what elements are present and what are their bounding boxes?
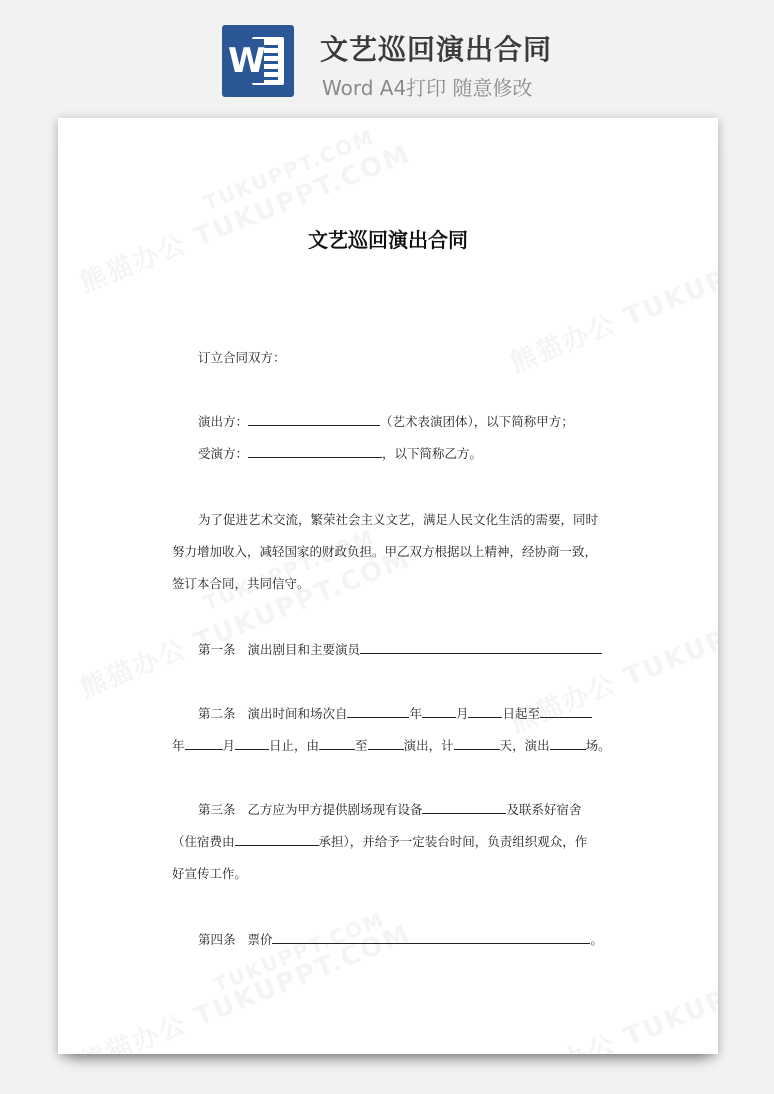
lodging-payer-blank[interactable] xyxy=(235,834,319,846)
end-month-blank[interactable] xyxy=(235,738,269,750)
word-icon xyxy=(222,25,294,97)
preamble-line: 签订本合同，共同信守。 xyxy=(172,576,310,591)
article-4: 第四条 票价 。 xyxy=(198,932,603,947)
days-blank[interactable] xyxy=(454,738,500,750)
article-2: 第二条 演出时间和场次自 年 月 日起至 xyxy=(198,706,592,722)
performer-line: 演出方： （艺术表演团体），以下简称甲方； xyxy=(198,414,574,429)
watermark xyxy=(74,133,416,300)
host-line: 受演方： ，以下简称乙方。 xyxy=(198,446,483,461)
shows-blank[interactable] xyxy=(550,738,586,750)
ticket-price-blank[interactable] xyxy=(272,932,590,944)
watermark xyxy=(210,907,388,998)
preamble-line: 为了促进艺术交流，繁荣社会主义文艺，满足人民文化生活的需要，同时 xyxy=(198,512,599,527)
preamble-line: 努力增加收入，减轻国家的财政负担。甲乙双方根据以上精神，经协商一致， xyxy=(172,544,598,559)
document-title: 文艺巡回演出合同 xyxy=(308,228,468,252)
from-place-blank[interactable] xyxy=(319,738,355,750)
start-year-blank[interactable] xyxy=(347,706,409,718)
header-subtitle: Word A4打印 随意修改 xyxy=(322,76,533,100)
host-blank[interactable] xyxy=(248,446,382,458)
to-place-blank[interactable] xyxy=(368,738,404,750)
watermark xyxy=(74,538,416,705)
start-month-blank[interactable] xyxy=(422,706,456,718)
article-2-cont: 年 月 日止，由 至 演出，计 天，演出 场。 xyxy=(172,738,611,753)
performer-blank[interactable] xyxy=(248,414,380,426)
end-year-blank[interactable] xyxy=(540,706,592,718)
article-1: 第一条 演出剧目和主要演员 xyxy=(198,642,602,658)
header-banner xyxy=(0,0,774,112)
start-day-blank[interactable] xyxy=(468,706,502,718)
watermark xyxy=(200,525,378,616)
parties-intro: 订立合同双方： xyxy=(198,350,286,365)
watermark xyxy=(504,933,718,1054)
end-year-blank[interactable] xyxy=(185,738,223,750)
word-letter: W xyxy=(228,41,266,81)
watermark xyxy=(200,125,378,216)
article-3-cont: 好宣传工作。 xyxy=(172,866,248,881)
header-title: 文艺巡回演出合同 xyxy=(320,33,553,66)
document-page xyxy=(58,118,718,1054)
repertoire-blank[interactable] xyxy=(360,642,602,654)
article-3-cont: （住宿费由 承担），并给予一定装台时间，负责组织观众，作 xyxy=(172,834,588,849)
equipment-blank[interactable] xyxy=(422,802,506,814)
article-3: 第三条 乙方应为甲方提供剧场现有设备 及联系好宿舍 xyxy=(198,802,582,817)
